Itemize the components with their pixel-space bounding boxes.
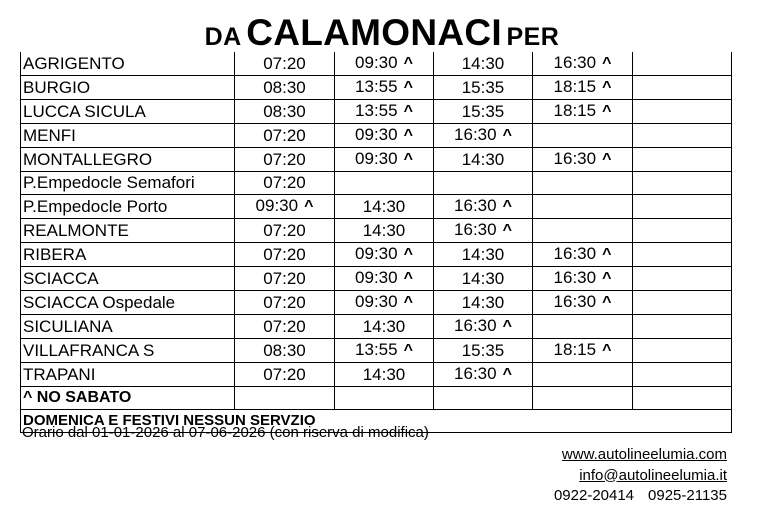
departure-time: 07:20 — [263, 173, 306, 192]
departure-time: 16:30 — [454, 125, 497, 144]
departure-time-cell — [434, 76, 533, 100]
departure-time-cell — [533, 219, 633, 243]
destination-cell: TRAPANI — [21, 363, 235, 387]
departure-time-cell — [335, 172, 434, 195]
departure-time-cell — [633, 124, 732, 148]
departure-time-cell — [235, 339, 335, 363]
departure-time: 07:20 — [263, 221, 306, 240]
departure-time-cell — [434, 291, 533, 315]
departure-time-cell — [533, 363, 633, 387]
departure-time-cell — [434, 195, 533, 219]
departure-time-cell — [235, 148, 335, 172]
destination-cell: REALMONTE — [21, 219, 235, 243]
departure-time: 14:30 — [461, 150, 505, 169]
departure-time-cell — [335, 243, 434, 267]
destination-cell: P.Empedocle Porto — [21, 195, 235, 219]
departure-time-cell — [235, 172, 335, 195]
departure-time-cell — [235, 291, 335, 315]
departure-time-cell — [533, 195, 633, 219]
departure-time-cell — [335, 315, 434, 339]
title-suffix: PER — [506, 23, 560, 51]
table-row — [21, 76, 732, 100]
departure-time-cell — [533, 52, 633, 76]
no-saturday-marker: ^ — [403, 151, 413, 168]
website-link[interactable]: www.autolineelumia.com — [561, 446, 727, 463]
title-prefix: DA — [204, 23, 242, 51]
no-saturday-marker: ^ — [602, 55, 612, 72]
legend-holidays: DOMENICA E FESTIVI NESSUN SERVZIO — [21, 410, 732, 433]
table-row — [21, 291, 732, 315]
departure-time-cell — [235, 52, 335, 76]
table-row — [21, 124, 732, 148]
timetable-body — [21, 52, 732, 433]
departure-time-cell — [335, 291, 434, 315]
no-saturday-marker: ^ — [403, 270, 413, 287]
departure-time: 14:30 — [362, 317, 406, 336]
departure-time: 08:30 — [263, 102, 306, 121]
departure-time-cell — [533, 100, 633, 124]
departure-time: 14:30 — [461, 293, 505, 312]
table-row — [21, 148, 732, 172]
legend-empty-cell — [235, 387, 335, 410]
departure-time-cell — [434, 148, 533, 172]
no-saturday-marker: ^ — [502, 198, 512, 215]
departure-time-cell — [533, 76, 633, 100]
departure-time: 16:30 — [553, 292, 597, 311]
destination-cell: MONTALLEGRO — [21, 148, 235, 172]
departure-time: 16:30 — [454, 220, 497, 239]
departure-time: 18:15 — [553, 340, 597, 359]
departure-time: 14:30 — [461, 269, 505, 288]
no-saturday-marker: ^ — [502, 127, 512, 144]
departure-time-cell — [235, 219, 335, 243]
no-saturday-marker: ^ — [602, 151, 612, 168]
departure-time: 07:20 — [263, 150, 306, 169]
departure-time-cell — [434, 219, 533, 243]
departure-time: 16:30 — [454, 196, 497, 215]
legend-row — [21, 387, 732, 410]
no-saturday-marker: ^ — [502, 222, 512, 239]
departure-time-cell — [633, 219, 732, 243]
no-saturday-marker: ^ — [602, 342, 612, 359]
departure-time-cell — [633, 195, 732, 219]
no-saturday-marker: ^ — [502, 318, 512, 335]
departure-time: 08:30 — [263, 78, 306, 97]
destination-cell: AGRIGENTO — [21, 52, 235, 76]
departure-time: 09:30 — [355, 53, 398, 72]
departure-time: 16:30 — [553, 53, 597, 72]
no-saturday-marker: ^ — [403, 246, 413, 263]
departure-time-cell — [533, 172, 633, 195]
destination-cell: MENFI — [21, 124, 235, 148]
departure-time-cell — [633, 339, 732, 363]
departure-time: 14:30 — [362, 365, 406, 384]
departure-time-cell — [335, 76, 434, 100]
departure-time: 09:30 — [355, 149, 398, 168]
departure-time-cell — [335, 219, 434, 243]
timetable — [20, 52, 732, 433]
departure-time: 09:30 — [355, 292, 398, 311]
no-saturday-marker: ^ — [403, 79, 413, 96]
legend-no-saturday: ^ NO SABATO — [21, 387, 235, 410]
departure-time-cell — [235, 315, 335, 339]
phone-numbers — [554, 486, 727, 507]
table-row — [21, 243, 732, 267]
departure-time-cell — [434, 52, 533, 76]
departure-time-cell — [533, 148, 633, 172]
table-row — [21, 339, 732, 363]
departure-time-cell — [434, 315, 533, 339]
departure-time-cell — [335, 124, 434, 148]
departure-time: 15:35 — [461, 341, 505, 360]
departure-time-cell — [235, 100, 335, 124]
contacts-block — [554, 445, 727, 507]
departure-time: 14:30 — [461, 245, 505, 264]
departure-time: 13:55 — [355, 340, 398, 359]
table-row — [21, 100, 732, 124]
departure-time-cell — [434, 172, 533, 195]
departure-time: 07:20 — [263, 293, 306, 312]
departure-time-cell — [335, 195, 434, 219]
departure-time-cell — [434, 243, 533, 267]
no-saturday-marker: ^ — [403, 127, 413, 144]
departure-time-cell — [533, 267, 633, 291]
departure-time-cell — [434, 363, 533, 387]
table-row — [21, 172, 732, 195]
legend-empty-cell — [533, 387, 633, 410]
phone-1: 0922-20414 — [553, 487, 635, 504]
no-saturday-marker: ^ — [403, 103, 413, 120]
table-row — [21, 219, 732, 243]
departure-time-cell — [633, 315, 732, 339]
no-saturday-marker: ^ — [403, 294, 413, 311]
departure-time: 14:30 — [461, 54, 505, 73]
departure-time: 07:20 — [263, 54, 306, 73]
table-row — [21, 363, 732, 387]
departure-time: 16:30 — [454, 364, 497, 383]
no-saturday-marker: ^ — [602, 79, 612, 96]
departure-time-cell — [533, 243, 633, 267]
destination-cell: BURGIO — [21, 76, 235, 100]
departure-time-cell — [533, 315, 633, 339]
departure-time: 07:20 — [263, 317, 306, 336]
departure-time-cell — [235, 124, 335, 148]
departure-time-cell — [633, 291, 732, 315]
departure-time-cell — [633, 52, 732, 76]
destination-cell: SCIACCA — [21, 267, 235, 291]
departure-time-cell — [235, 76, 335, 100]
legend-empty-cell — [434, 387, 533, 410]
departure-time-cell — [434, 339, 533, 363]
no-saturday-marker: ^ — [602, 103, 612, 120]
departure-time: 15:35 — [461, 78, 505, 97]
destination-cell: SICULIANA — [21, 315, 235, 339]
departure-time-cell — [633, 76, 732, 100]
departure-time: 13:55 — [355, 101, 398, 120]
departure-time-cell — [235, 243, 335, 267]
departure-time: 08:30 — [263, 341, 306, 360]
legend-empty-cell — [335, 387, 434, 410]
departure-time: 18:15 — [553, 101, 597, 120]
no-saturday-marker: ^ — [304, 198, 314, 215]
no-saturday-marker: ^ — [602, 246, 612, 263]
departure-time: 07:20 — [263, 245, 306, 264]
departure-time-cell — [235, 267, 335, 291]
title-origin: CALAMONACI — [246, 12, 502, 53]
departure-time: 18:15 — [553, 77, 597, 96]
email-link[interactable]: info@autolineelumia.it — [579, 466, 727, 484]
departure-time: 09:30 — [355, 268, 398, 287]
departure-time-cell — [633, 100, 732, 124]
departure-time: 16:30 — [553, 149, 597, 168]
no-saturday-marker: ^ — [403, 55, 413, 72]
departure-time-cell — [633, 243, 732, 267]
departure-time-cell — [434, 124, 533, 148]
table-row — [21, 195, 732, 219]
departure-time: 09:30 — [255, 196, 299, 215]
departure-time-cell — [335, 52, 434, 76]
destination-cell: LUCCA SICULA — [21, 100, 235, 124]
departure-time-cell — [235, 195, 335, 219]
departure-time: 07:20 — [263, 365, 306, 384]
departure-time-cell — [434, 100, 533, 124]
departure-time: 15:35 — [461, 102, 505, 121]
departure-time-cell — [335, 339, 434, 363]
departure-time: 07:20 — [263, 126, 306, 145]
no-saturday-marker: ^ — [602, 294, 612, 311]
departure-time: 09:30 — [355, 125, 398, 144]
departure-time: 16:30 — [553, 244, 597, 263]
departure-time-cell — [335, 363, 434, 387]
departure-time: 14:30 — [362, 221, 406, 240]
departure-time: 13:55 — [355, 77, 398, 96]
no-saturday-marker: ^ — [502, 366, 512, 383]
page-title — [0, 12, 764, 54]
departure-time-cell — [335, 100, 434, 124]
departure-time: 09:30 — [355, 244, 398, 263]
departure-time-cell — [335, 267, 434, 291]
departure-time-cell — [633, 172, 732, 195]
departure-time-cell — [335, 148, 434, 172]
departure-time-cell — [633, 148, 732, 172]
no-saturday-marker: ^ — [403, 342, 413, 359]
destination-cell: RIBERA — [21, 243, 235, 267]
departure-time-cell — [533, 339, 633, 363]
departure-time-cell — [434, 267, 533, 291]
departure-time-cell — [533, 291, 633, 315]
departure-time: 16:30 — [553, 268, 597, 287]
table-row — [21, 52, 732, 76]
validity-note: Orario dal 01-01-2026 al 07-06-2026 (con riserva di modifica) — [22, 424, 429, 441]
destination-cell: VILLAFRANCA S — [21, 339, 235, 363]
table-row — [21, 267, 732, 291]
no-saturday-marker: ^ — [602, 270, 612, 287]
departure-time: 14:30 — [362, 197, 406, 216]
destination-cell: SCIACCA Ospedale — [21, 291, 235, 315]
departure-time-cell — [633, 267, 732, 291]
phone-2: 0925-21135 — [648, 487, 727, 504]
departure-time-cell — [633, 363, 732, 387]
departure-time: 07:20 — [263, 269, 306, 288]
table-row — [21, 315, 732, 339]
departure-time-cell — [533, 124, 633, 148]
departure-time-cell — [235, 363, 335, 387]
legend-empty-cell — [633, 387, 732, 410]
departure-time: 16:30 — [454, 316, 497, 335]
destination-cell: P.Empedocle Semafori — [21, 172, 235, 195]
